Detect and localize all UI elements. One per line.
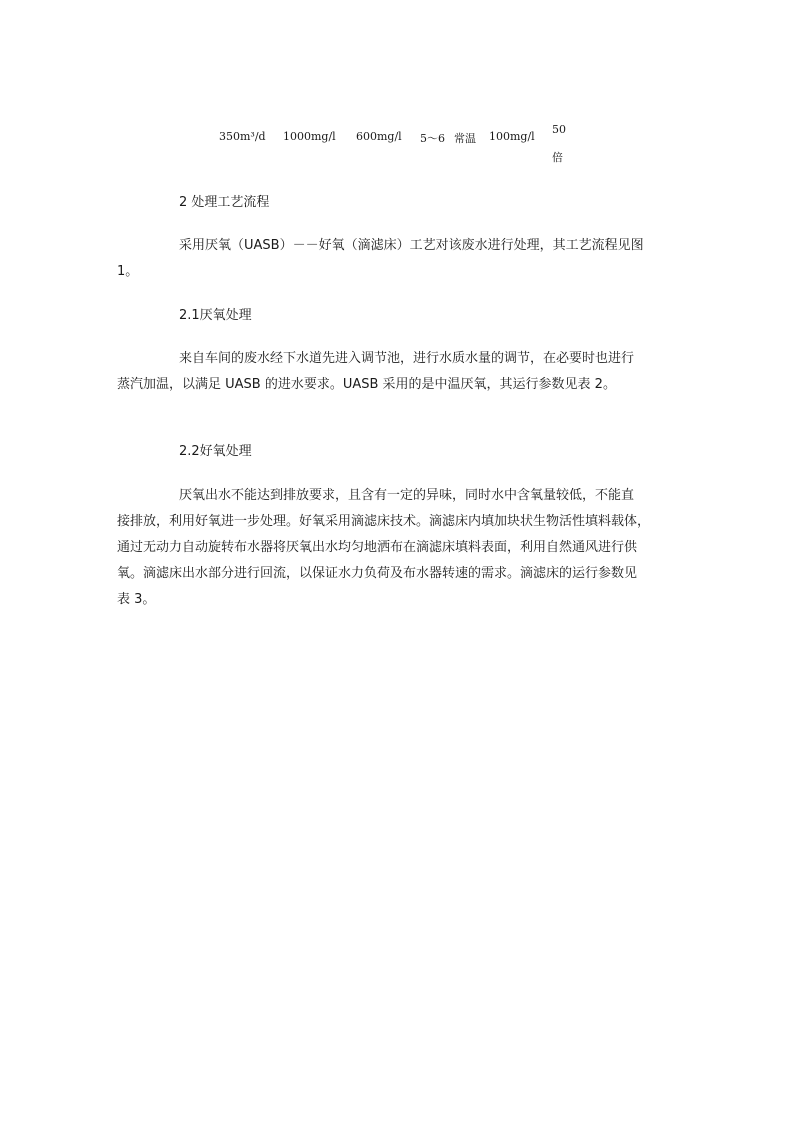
paragraph-line: 蒸汽加温，以满足 UASB 的进水要求。UASB 采用的是中温厌氧，其运行参数见表 2。 (117, 377, 616, 392)
paragraph-line: 表 3。 (117, 592, 156, 607)
ss-value: 100mg/l (489, 130, 535, 143)
color-unit: 倍 (552, 151, 563, 164)
flow-value: 350m³/d (219, 130, 266, 143)
temperature-value: 常温 (454, 132, 476, 145)
paragraph-line: 采用厌氧（UASB）－－好氧（滴滤床）工艺对该废水进行处理，其工艺流程见图 (179, 238, 644, 253)
color-value (552, 116, 572, 172)
section-heading-process-flow: 2 处理工艺流程 (179, 195, 270, 210)
paragraph-line: 来自车间的废水经下水道先进入调节池，进行水质水量的调节，在必要时也进行 (179, 351, 635, 366)
paragraph-line: 氧。滴滤床出水部分进行回流，以保证水力负荷及布水器转速的需求。滴滤床的运行参数见 (117, 566, 638, 581)
paragraph-line: 1。 (117, 264, 139, 279)
section-heading-aerobic: 2.2好氧处理 (179, 444, 252, 459)
ph-value: 5～6 (420, 132, 445, 145)
paragraph-line: 通过无动力自动旋转布水器将厌氧出水均匀地洒布在滴滤床填料表面，利用自然通风进行供 (117, 540, 638, 555)
color-number: 50 (552, 123, 566, 136)
cod-value: 1000mg/l (283, 130, 336, 143)
bod-value: 600mg/l (356, 130, 402, 143)
section-heading-anaerobic: 2.1厌氧处理 (179, 308, 252, 323)
paragraph-line: 接排放，利用好氧进一步处理。好氧采用滴滤床技术。滴滤床内填加块状生物活性填料载体， (117, 514, 651, 529)
paragraph-line: 厌氧出水不能达到排放要求，且含有一定的异味，同时水中含氧量较低，不能直 (179, 488, 635, 503)
